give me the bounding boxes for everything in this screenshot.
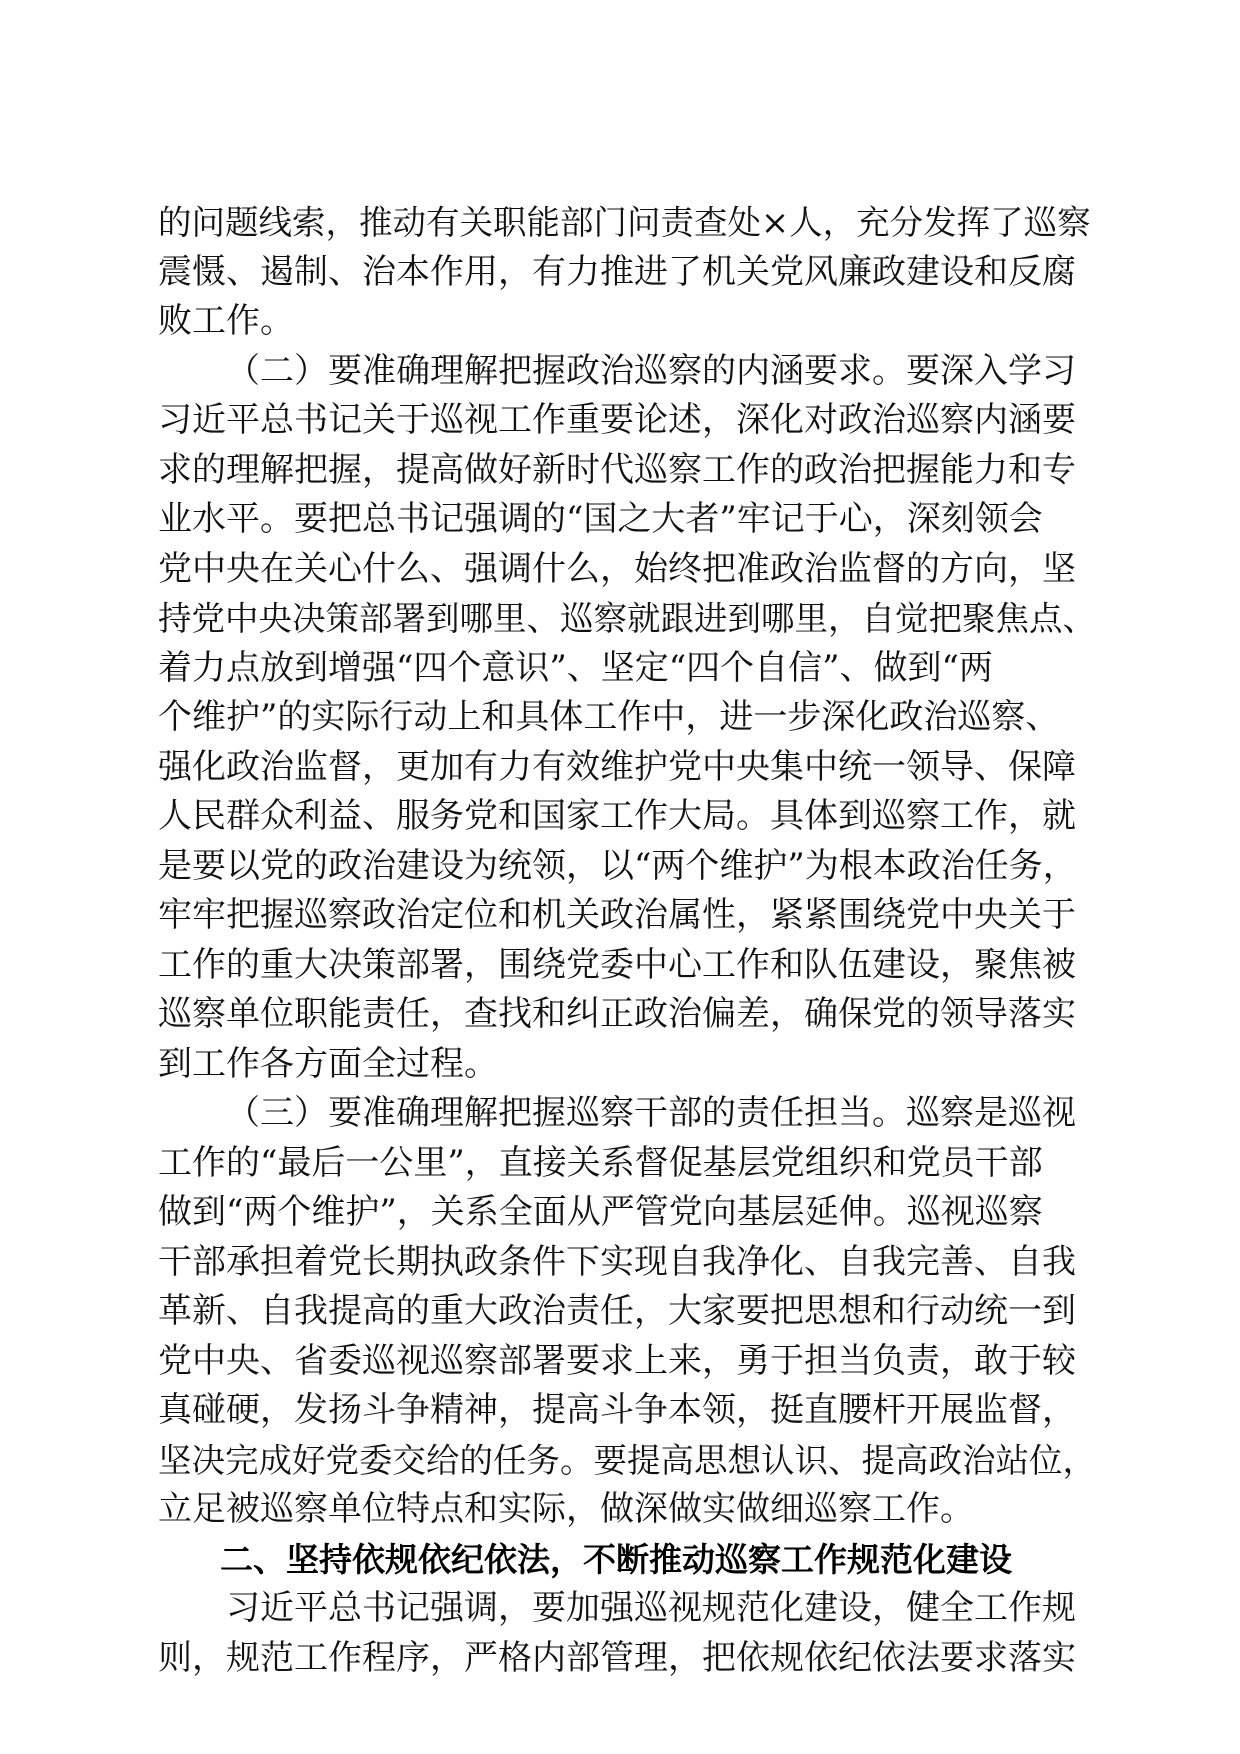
paragraph-line: 巡察单位职能责任，查找和纠正政治偏差，确保党的领导落实 — [158, 994, 1076, 1034]
paragraph-line: 到工作各方面全过程。 — [158, 1043, 498, 1084]
paragraph-line: 立足被巡察单位特点和实际，做深做实做细巡察工作。 — [158, 1489, 974, 1529]
paragraph-line: 习近平总书记关于巡视工作重要论述，深化对政治巡察内涵要 — [158, 400, 1076, 440]
paragraph-line: （三）要准确理解把握巡察干部的责任担当。巡察是巡视 — [226, 1093, 1076, 1133]
paragraph-line: 牢牢把握巡察政治定位和机关政治属性，紧紧围绕党中央关于 — [158, 895, 1076, 935]
section-heading: 二、坚持依规依纪依法，不断推动巡察工作规范化建设 — [220, 1539, 1012, 1579]
paragraph-line: 持党中央决策部署到哪里、巡察就跟进到哪里，自觉把聚焦点、 — [158, 599, 1096, 638]
paragraph-line: 败工作。 — [158, 301, 294, 341]
paragraph-line: 坚决完成好党委交给的任务。要提高思想认识、提高政治站位， — [158, 1440, 1096, 1480]
paragraph-line: 震慑、遏制、治本作用，有力推进了机关党风廉政建设和反腐 — [158, 251, 1076, 292]
paragraph-line: 干部承担着党长期执政条件下实现自我净化、自我完善、自我 — [158, 1241, 1076, 1282]
paragraph-line: 做到“两个维护”，关系全面从严管党向基层延伸。巡视巡察 — [158, 1192, 1043, 1232]
paragraph-line: （二）要准确理解把握政治巡察的内涵要求。要深入学习 — [226, 350, 1076, 391]
paragraph-line: 革新、自我提高的重大政治责任，大家要把思想和行动统一到 — [158, 1291, 1076, 1331]
paragraph-line: 求的理解把握，提高做好新时代巡察工作的政治把握能力和专 — [158, 449, 1076, 490]
paragraph-line: 党中央、省委巡视巡察部署要求上来，勇于担当负责，敢于较 — [158, 1340, 1076, 1381]
paragraph-line: 真碰硬，发扬斗争精神，提高斗争本领，挺直腰杆开展监督， — [158, 1390, 1076, 1430]
paragraph-line: 党中央在关心什么、强调什么，始终把准政治监督的方向，坚 — [158, 548, 1076, 589]
paragraph-line: 个维护”的实际行动上和具体工作中，进一步深化政治巡察、 — [158, 697, 1060, 737]
paragraph-line: 习近平总书记强调，要加强巡视规范化建设，健全工作规 — [226, 1588, 1076, 1628]
paragraph-line: 工作的重大决策部署，围绕党委中心工作和队伍建设，聚焦被 — [158, 944, 1076, 985]
paragraph-line: 是要以党的政治建设为统领，以“两个维护”为根本政治任务， — [158, 845, 1077, 886]
paragraph-line: 则，规范工作程序，严格内部管理，把依规依纪依法要求落实 — [158, 1637, 1076, 1678]
paragraph-line: 的问题线索，推动有关职能部门问责查处×人，充分发挥了巡察 — [158, 203, 1091, 242]
paragraph-line: 工作的“最后一公里”，直接关系督促基层党组织和党员干部 — [158, 1142, 1043, 1183]
paragraph-line: 强化政治监督，更加有力有效维护党中央集中统一领导、保障 — [158, 746, 1076, 787]
paragraph-line: 人民群众利益、服务党和国家工作大局。具体到巡察工作，就 — [158, 796, 1076, 836]
body-text — [158, 198, 1098, 1683]
paragraph-line: 业水平。要把总书记强调的“国之大者”牢记于心，深刻领会 — [158, 499, 1043, 539]
paragraph-line: 着力点放到增强“四个意识”、坚定“四个自信”、做到“两 — [158, 647, 993, 688]
